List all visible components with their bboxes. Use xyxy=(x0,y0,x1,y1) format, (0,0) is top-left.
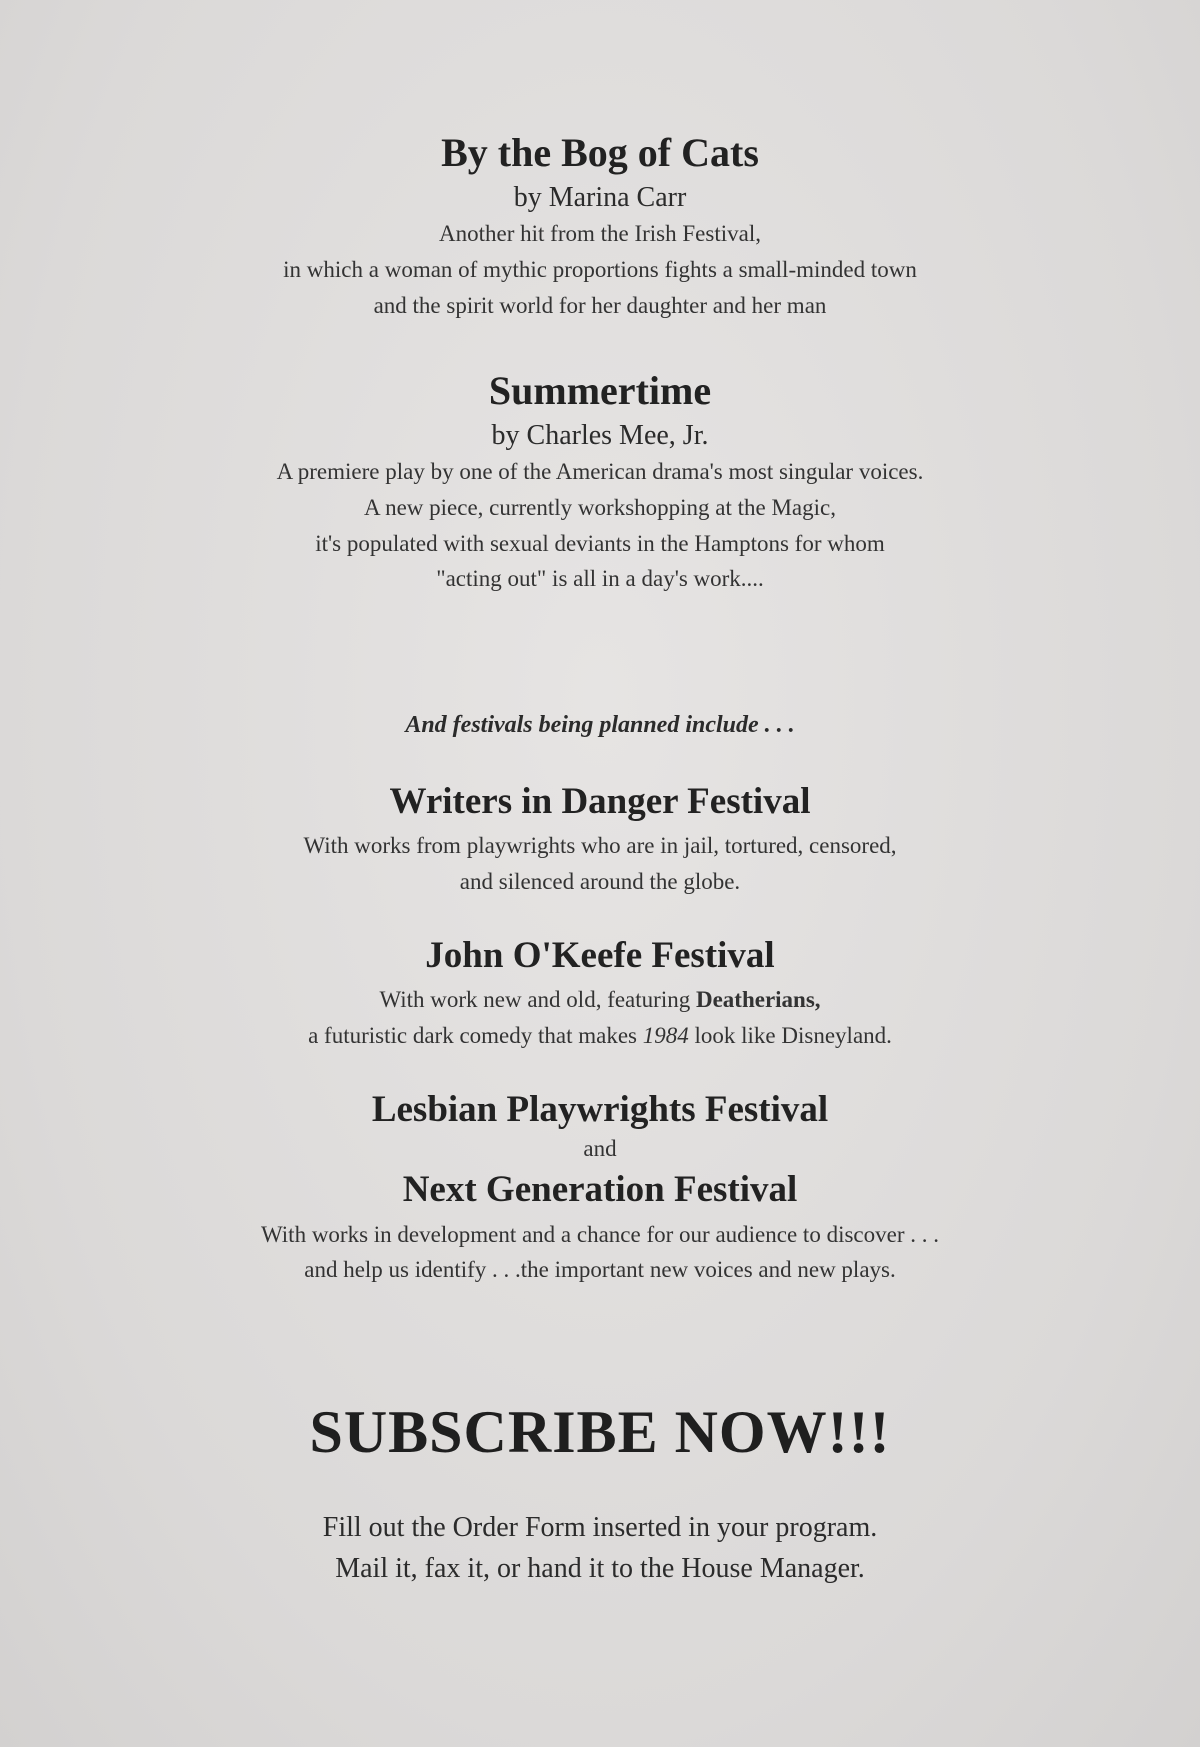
festival-title: Writers in Danger Festival xyxy=(389,781,811,822)
festival-description-line: and silenced around the globe. xyxy=(459,869,741,895)
book-title-1984: 1984 xyxy=(642,1023,689,1049)
festival-description-line: With works from playwrights who are in jail, tortured, censored, xyxy=(303,833,897,859)
festival-title: Next Generation Festival xyxy=(402,1169,798,1211)
play-description-line: "acting out" is all in a day's work.... xyxy=(436,566,764,592)
order-instructions xyxy=(0,1508,1200,1589)
play-description-line: it's populated with sexual deviants in the Hamptons for whom xyxy=(315,530,885,556)
festival-lesbian-and-next-gen xyxy=(0,1088,1200,1288)
play-title: Summertime xyxy=(488,368,712,413)
festival-title: John O'Keefe Festival xyxy=(425,935,775,976)
subscribe-section xyxy=(0,1398,1200,1467)
play-description-line: A premiere play by one of the American drama's most singular voices. xyxy=(276,459,924,485)
description-text: a futuristic dark comedy that makes xyxy=(308,1023,643,1049)
play-summertime xyxy=(0,368,1200,597)
festival-description-line xyxy=(0,1018,1200,1054)
play-description-line: in which a woman of mythic proportions fights a small-minded town xyxy=(283,257,917,283)
festival-description-line: and help us identify . . .the important new voices and new plays. xyxy=(304,1257,896,1283)
and-connector: and xyxy=(583,1136,617,1162)
play-title: By the Bog of Cats xyxy=(441,130,759,175)
play-description-line: Another hit from the Irish Festival, xyxy=(439,221,761,247)
subscribe-headline: SUBSCRIBE NOW!!! xyxy=(309,1399,891,1465)
order-instruction-line: Mail it, fax it, or hand it to the House Manager. xyxy=(335,1552,865,1584)
play-description-line: and the spirit world for her daughter and her man xyxy=(373,292,827,318)
description-text: look like Disneyland. xyxy=(688,1023,892,1049)
play-bog-of-cats xyxy=(0,130,1200,323)
festival-john-okeefe xyxy=(0,934,1200,1054)
description-text: With work new and old, featuring xyxy=(379,987,696,1013)
festivals-intro-text: And festivals being planned include . . . xyxy=(405,712,795,738)
festivals-intro xyxy=(0,712,1200,739)
festival-description-line: With works in development and a chance for our audience to discover . . . xyxy=(261,1221,939,1247)
festival-title: Lesbian Playwrights Festival xyxy=(371,1089,829,1130)
play-name-deatherians: Deatherians, xyxy=(695,987,821,1013)
play-description-line: A new piece, currently workshopping at the Magic, xyxy=(363,495,836,521)
festival-writers-in-danger xyxy=(0,780,1200,900)
play-byline: by Marina Carr xyxy=(513,182,687,213)
play-byline: by Charles Mee, Jr. xyxy=(491,420,709,451)
order-instruction-line: Fill out the Order Form inserted in your program. xyxy=(322,1512,878,1543)
festival-description-line xyxy=(0,982,1200,1018)
